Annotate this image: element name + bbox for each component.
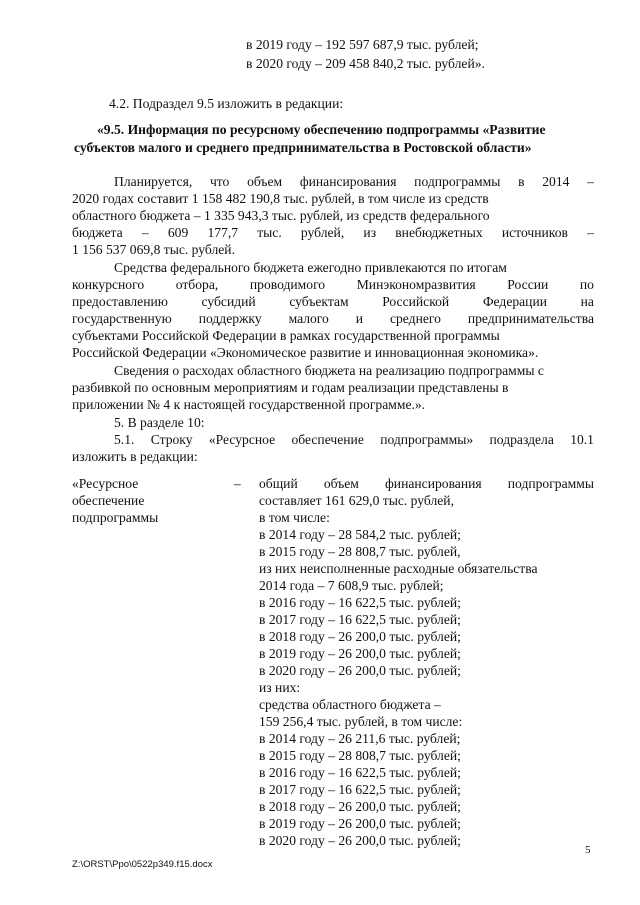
section-heading-line-1: «9.5. Информация по ресурсному обеспечению подпрограммы «Развитие [97,122,546,137]
para2-line-5: субъектами Российской Федерации в рамках государственной программы [72,328,500,343]
value-line-19: в 2017 году – 16 622,5 тыс. рублей; [259,782,461,797]
value-line-8: в 2016 году – 16 622,5 тыс. рублей; [259,595,461,610]
item-4-2: 4.2. Подраздел 9.5 изложить в редакции: [109,96,344,111]
budget-line-2019: в 2019 году – 192 597 687,9 тыс. рублей; [246,37,479,52]
value-line-20: в 2018 году – 26 200,0 тыс. рублей; [259,799,461,814]
para2-line-4: государственную поддержку малого и среднего предпринимательства [72,311,594,326]
item-5: 5. В разделе 10: [114,415,205,430]
value-line-17: в 2015 году – 28 808,7 тыс. рублей; [259,748,461,763]
label-line-1: «Ресурсное [72,476,139,491]
value-line-9: в 2017 году – 16 622,5 тыс. рублей; [259,612,461,627]
label-dash: – [234,476,241,491]
value-line-14: средства областного бюджета – [259,697,441,712]
value-line-16: в 2014 году – 26 211,6 тыс. рублей; [259,731,461,746]
value-line-13: из них: [259,680,301,695]
value-line-2: составляет 161 629,0 тыс. рублей, [259,493,454,508]
value-line-22: в 2020 году – 26 200,0 тыс. рублей; [259,833,461,848]
para1-line-1: Планируется, что объем финансирования подпрограммы в 2014 – [114,174,594,189]
para1-line-4: бюджета – 609 177,7 тыс. рублей, из внебюджетных источников – [72,225,594,240]
value-line-12: в 2020 году – 26 200,0 тыс. рублей; [259,663,461,678]
para3-line-1: Сведения о расходах областного бюджета на реализацию подпрограммы с [114,363,544,378]
label-line-3: подпрограммы [72,510,159,525]
para1-line-5: 1 156 537 069,8 тыс. рублей. [72,242,235,257]
value-line-15: 159 256,4 тыс. рублей, в том числе: [259,714,463,729]
value-line-7: 2014 года – 7 608,9 тыс. рублей; [259,578,444,593]
value-line-10: в 2018 году – 26 200,0 тыс. рублей; [259,629,461,644]
para3-line-2: разбивкой по основным мероприятиям и годам реализации представлены в [72,380,509,395]
value-line-18: в 2016 году – 16 622,5 тыс. рублей; [259,765,461,780]
section-heading-line-2: субъектов малого и среднего предпринимательства в Ростовской области» [74,140,532,155]
value-line-4: в 2014 году – 28 584,2 тыс. рублей; [259,527,461,542]
para1-line-2: 2020 годах составит 1 158 482 190,8 тыс. рублей, в том числе из средств [72,191,489,206]
para2-line-2: конкурсного отбора, проводимого Минэкономразвития России по [72,277,594,292]
value-line-5: в 2015 году – 28 808,7 тыс. рублей, [259,544,461,559]
value-line-3: в том числе: [259,510,330,525]
para2-line-1: Средства федерального бюджета ежегодно привлекаются по итогам [114,260,507,275]
label-line-2: обеспечение [72,493,145,508]
para1-line-3: областного бюджета – 1 335 943,3 тыс. рублей, из средств федерального [72,208,490,223]
value-line-21: в 2019 году – 26 200,0 тыс. рублей; [259,816,461,831]
item-5-1-line-2: изложить в редакции: [72,449,198,464]
value-line-11: в 2019 году – 26 200,0 тыс. рублей; [259,646,461,661]
para2-line-3: предоставлению субсидий субъектам Российской Федерации на [72,294,594,309]
budget-line-2020: в 2020 году – 209 458 840,2 тыс. рублей». [246,56,485,71]
para3-line-3: приложении № 4 к настоящей государственной программе.». [72,397,426,412]
value-line-6: из них неисполненные расходные обязательства [259,561,538,576]
item-5-1-line-1: 5.1. Строку «Ресурсное обеспечение подпрограммы» подраздела 10.1 [114,432,594,447]
para2-line-6: Российской Федерации «Экономическое развитие и инновационная экономика». [72,345,539,360]
page-number: 5 [585,844,591,856]
footer-file-path: Z:\ORST\Ppo\0522p349.f15.docx [72,859,213,870]
value-line-1: общий объем финансирования подпрограммы [259,476,594,491]
